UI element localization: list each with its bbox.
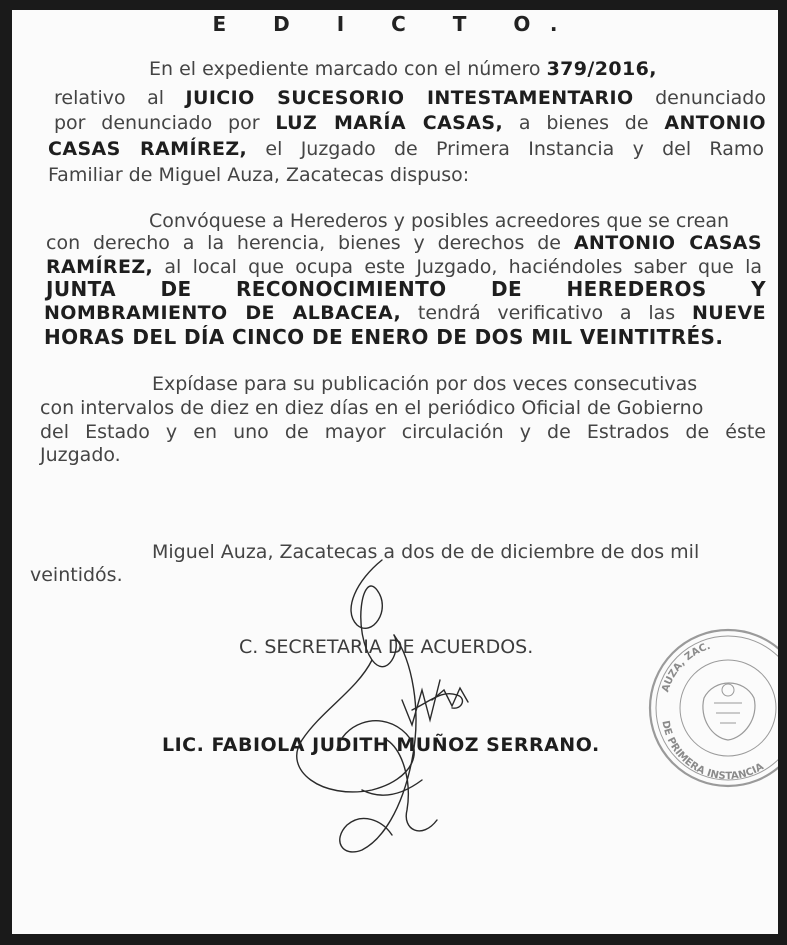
p1-text: a bienes de	[503, 112, 665, 134]
document-heading: E D I C T O.	[212, 12, 578, 36]
deceased-name-part: RAMÍREZ,	[46, 256, 154, 278]
place-date-line-1: Miguel Auza, Zacatecas a dos de de diciembre de dos mil	[152, 541, 700, 563]
p2-text: tendrá verificativo a las	[401, 302, 692, 324]
case-number: 379/2016,	[546, 58, 657, 80]
claimant-name: LUZ MARÍA CASAS,	[275, 112, 504, 134]
deceased-name-part: ANTONIO	[664, 112, 766, 134]
p3-line-3: del Estado y en uno de mayor circulación y de Estrados de éste	[40, 421, 766, 443]
p1-line-3	[54, 112, 766, 134]
hearing-time-part: NUEVE	[692, 302, 766, 324]
hearing-title-line: JUNTA DE RECONOCIMIENTO DE HEREDEROS Y	[46, 277, 766, 301]
deceased-name-part: CASAS RAMÍREZ,	[48, 138, 248, 160]
p2-line-3	[46, 256, 762, 278]
signer-title: C. SECRETARIA DE ACUERDOS.	[239, 636, 534, 658]
place-date-line-2: veintidós.	[30, 564, 123, 586]
p1-text: por denunciado por	[54, 112, 276, 134]
seal-bottom-text: DE PRIMERA INSTANCIA	[659, 719, 766, 783]
p1-line-1	[149, 58, 657, 80]
p1-line-5: Familiar de Miguel Auza, Zacatecas dispuso:	[48, 164, 470, 186]
p1-text: el Juzgado de Primera Instancia y del Ramo	[247, 138, 764, 160]
court-seal	[644, 618, 778, 798]
p2-line-5	[44, 302, 766, 324]
hearing-title-part: NOMBRAMIENTO DE ALBACEA,	[44, 302, 402, 324]
seal-top-text: AUZA, ZAC.	[660, 640, 712, 694]
p2-text: al local que ocupa este Juzgado, haciéndoles saber que la	[153, 256, 762, 278]
p2-line-2	[46, 232, 762, 254]
trial-type: JUICIO SUCESORIO INTESTAMENTARIO	[185, 87, 634, 109]
p3-line-2: con intervalos de diez en diez días en el periódico Oficial de Gobierno	[40, 397, 704, 419]
deceased-name-part: ANTONIO CASAS	[573, 232, 762, 254]
p1-text: relativo al	[54, 87, 186, 109]
p2-line-1: Convóquese a Herederos y posibles acreedores que se crean	[149, 210, 730, 232]
document-page	[12, 10, 778, 934]
p3-line-4: Juzgado.	[40, 444, 121, 466]
p1-text: En el expediente marcado con el número	[149, 58, 547, 80]
p1-line-4	[48, 138, 764, 160]
p2-text: con derecho a la herencia, bienes y derechos de	[46, 232, 574, 254]
p1-line-2	[54, 87, 766, 109]
p1-text: denunciado	[633, 87, 766, 109]
signer-name: LIC. FABIOLA JUDITH MUÑOZ SERRANO.	[162, 734, 600, 756]
hearing-date-line: HORAS DEL DÍA CINCO DE ENERO DE DOS MIL VEINTITRÉS.	[44, 325, 724, 349]
handwritten-signature	[262, 550, 542, 870]
p3-line-1: Expídase para su publicación por dos veces consecutivas	[152, 373, 698, 395]
